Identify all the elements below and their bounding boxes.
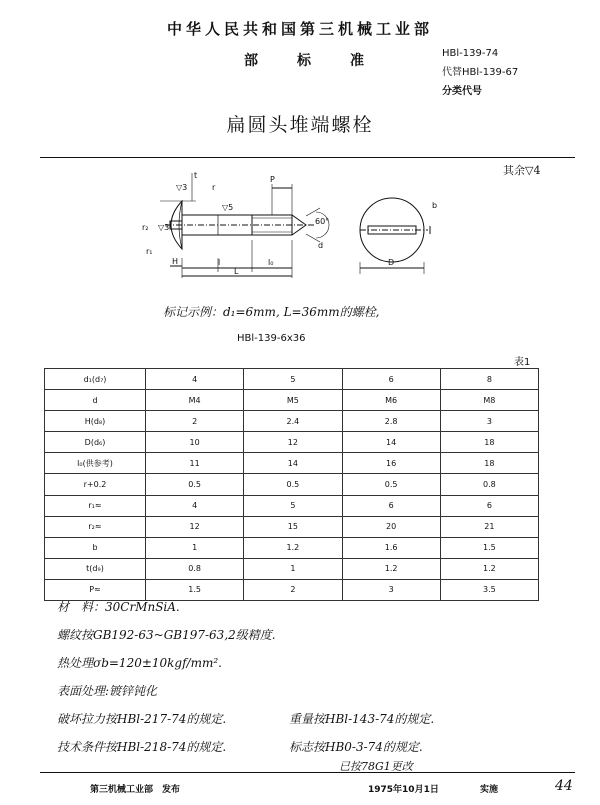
- row-label: P≈: [45, 579, 146, 600]
- table-row: [45, 453, 539, 474]
- bolt-drawing: [130, 168, 450, 298]
- cell: 1.5: [146, 579, 244, 600]
- cell: 6: [440, 495, 538, 516]
- cell: 18: [440, 453, 538, 474]
- cell: 4: [146, 369, 244, 390]
- cell: 0.5: [342, 474, 440, 495]
- note-material: 材 料：30CrMnSiA.: [57, 600, 180, 614]
- label-r: r: [212, 183, 216, 192]
- row-label: l₀(供参考): [45, 453, 146, 474]
- cell: M6: [342, 390, 440, 411]
- cell: 11: [146, 453, 244, 474]
- cell: 0.8: [440, 474, 538, 495]
- table-label: 表1: [514, 357, 531, 368]
- cell: 1: [244, 558, 342, 579]
- label-l0: l₀: [268, 258, 274, 267]
- standard-type-char: 准: [350, 53, 364, 69]
- label-L: L: [234, 267, 239, 276]
- head-end-view: [360, 198, 424, 262]
- cell: 5: [244, 369, 342, 390]
- table-row: [45, 558, 539, 579]
- cell: 1.2: [440, 558, 538, 579]
- label-D: D: [388, 258, 395, 267]
- cell: 2: [146, 411, 244, 432]
- table-row: [45, 537, 539, 558]
- document-title: 扁圆头堆端螺栓: [226, 114, 374, 136]
- footer-issuer: 第三机械工业部 发布: [90, 785, 181, 795]
- row-label: D(d₆): [45, 432, 146, 453]
- label-t: t: [194, 171, 198, 180]
- cell: 4: [146, 495, 244, 516]
- row-label: b: [45, 537, 146, 558]
- ministry-heading: 中华人民共和国第三机械工业部: [166, 20, 433, 38]
- cell: M4: [146, 390, 244, 411]
- table-row: [45, 474, 539, 495]
- row-label: r₂≈: [45, 516, 146, 537]
- cell: 2.8: [342, 411, 440, 432]
- cell: 14: [342, 432, 440, 453]
- cell: 6: [342, 369, 440, 390]
- row-label: t(d₉): [45, 558, 146, 579]
- category-code: 分类代号: [442, 86, 482, 97]
- note-surface: 表面处理:镀锌钝化: [57, 684, 158, 698]
- cell: 1.5: [440, 537, 538, 558]
- cell: 14: [244, 453, 342, 474]
- cell: 0.5: [146, 474, 244, 495]
- row-label: r+0.2: [45, 474, 146, 495]
- note-thread: 螺纹按GB192-63~GB197-63,2级精度.: [57, 628, 276, 642]
- row-label: r₁≈: [45, 495, 146, 516]
- cell: 12: [244, 432, 342, 453]
- table-row: [45, 411, 539, 432]
- cell: 3: [440, 411, 538, 432]
- cell: 1: [146, 537, 244, 558]
- standard-type-char: 标: [297, 53, 311, 69]
- standard-type-char: 部: [244, 53, 258, 69]
- cell: 16: [342, 453, 440, 474]
- cell: 3: [342, 579, 440, 600]
- label-r1: r₁: [146, 247, 153, 256]
- note-marking: 标志按HB0-3-74的规定.: [289, 740, 423, 754]
- label-angle: 60°: [315, 217, 330, 226]
- label-l: l: [218, 258, 221, 267]
- label-surf5: ▽5: [222, 203, 234, 212]
- cell: 2: [244, 579, 342, 600]
- cell: 1.6: [342, 537, 440, 558]
- label-surf3b: ▽3: [158, 223, 170, 232]
- note-weight: 重量按HBl-143-74的规定.: [289, 712, 435, 726]
- page-number: 44: [555, 778, 573, 794]
- standard-number: HBl-139-74: [442, 48, 499, 59]
- footer-implement: 实施: [480, 785, 499, 795]
- cell: 18: [440, 432, 538, 453]
- cell: M5: [244, 390, 342, 411]
- table-row: [45, 495, 539, 516]
- cell: 10: [146, 432, 244, 453]
- footer-divider: [40, 772, 575, 773]
- row-label: H(d₈): [45, 411, 146, 432]
- cell: M8: [440, 390, 538, 411]
- cell: 0.8: [146, 558, 244, 579]
- label-surf3a: ▽3: [176, 183, 188, 192]
- marking-code: HBl-139-6x36: [237, 333, 306, 344]
- dimension-table: [44, 368, 539, 601]
- cell: 15: [244, 516, 342, 537]
- header-divider: [40, 157, 575, 158]
- note-heat: 热处理σb=120±10kgf/mm².: [57, 656, 222, 670]
- cell: 8: [440, 369, 538, 390]
- cell: 21: [440, 516, 538, 537]
- cell: 1.2: [342, 558, 440, 579]
- note-amend: 已按78G1更改: [339, 760, 413, 773]
- label-r2: r₂: [142, 223, 149, 232]
- label-p: P: [270, 175, 275, 184]
- cell: 0.5: [244, 474, 342, 495]
- note-failure: 破坏拉力按HBl-217-74的规定.: [57, 712, 227, 726]
- table-row: [45, 516, 539, 537]
- cell: 12: [146, 516, 244, 537]
- table-row: [45, 369, 539, 390]
- cell: 2.4: [244, 411, 342, 432]
- row-label: d: [45, 390, 146, 411]
- table-row: [45, 432, 539, 453]
- cell: 20: [342, 516, 440, 537]
- note-tech: 技术条件按HBl-218-74的规定.: [57, 740, 227, 754]
- row-label: d₁(d₇): [45, 369, 146, 390]
- label-b: b: [432, 201, 438, 210]
- label-H: H: [172, 257, 179, 266]
- marking-example: 标记示例：d₁=6mm, L=36mm的螺栓,: [163, 305, 380, 319]
- table-row: [45, 390, 539, 411]
- cell: 6: [342, 495, 440, 516]
- roughness-note: 其余▽4: [503, 164, 541, 177]
- replaces-standard: 代替HBl-139-67: [442, 67, 519, 78]
- cell: 5: [244, 495, 342, 516]
- cell: 1.2: [244, 537, 342, 558]
- standard-type: [244, 50, 364, 70]
- cell: 3.5: [440, 579, 538, 600]
- label-d: d: [318, 241, 324, 250]
- footer-date: 1975年10月1日: [368, 785, 439, 795]
- standard-codes: [442, 44, 518, 101]
